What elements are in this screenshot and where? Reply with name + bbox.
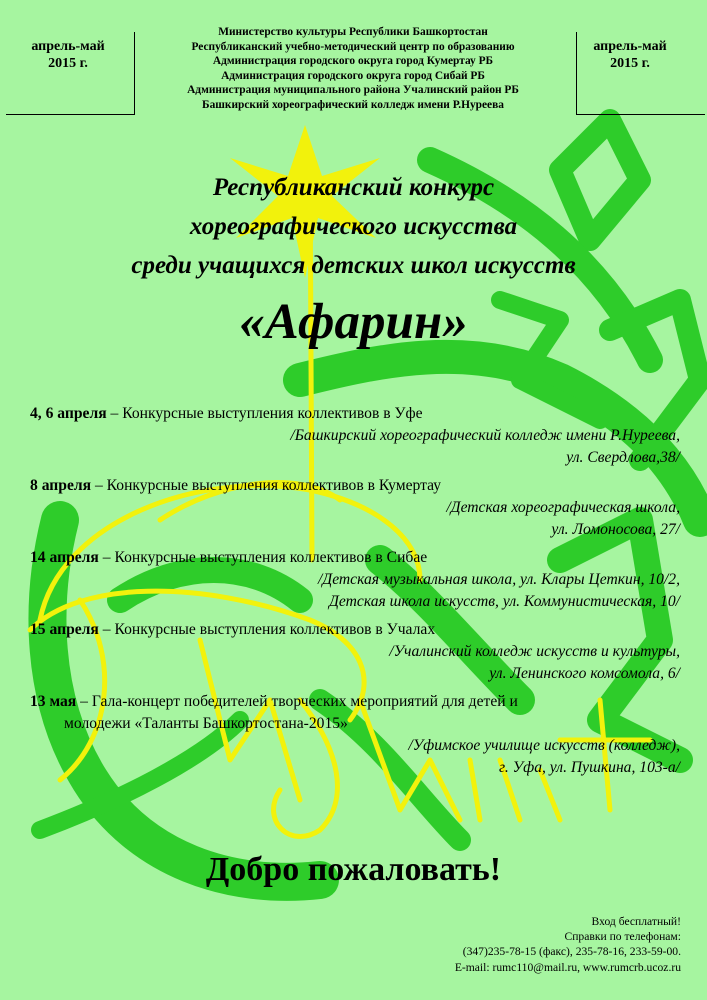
organizer-line: Министерство культуры Республики Башкортостан — [218, 26, 488, 38]
organizer-line: Республиканский учебно-методический центр по образованию — [191, 40, 515, 53]
event-item — [30, 403, 680, 469]
event-venue: /Башкирский хореографический колледж имени Р.Нуреева, — [290, 427, 680, 444]
event-venue: /Детская музыкальная школа, ул. Клары Цеткин, 10/2, — [317, 571, 680, 588]
events-schedule — [30, 403, 680, 785]
event-venue: ул. Ленинского комсомола, 6/ — [489, 665, 680, 682]
organizers-list — [140, 25, 566, 112]
organizer-line: Башкирский хореографический колледж имени Р.Нуреева — [202, 98, 504, 111]
event-venue: ул. Свердлова,38/ — [566, 449, 680, 466]
event-date: 8 апреля — [30, 477, 92, 494]
event-venue: /Детская хореографическая школа, — [446, 499, 680, 516]
event-venue: Детская школа искусств, ул. Коммунистическая, 10/ — [329, 593, 680, 610]
organizer-line: Администрация городского округа город Кумертау РБ — [212, 55, 494, 67]
contact-line: Справки по телефонам: — [564, 930, 681, 944]
contact-line: Вход бесплатный! — [591, 915, 681, 928]
event-text: – Гала-концерт победителей творческих мероприятий для детей и — [76, 693, 518, 710]
event-text: – Конкурсные выступления коллективов в Уфе — [106, 405, 423, 422]
event-text: – Конкурсные выступления коллективов в Кумертау — [91, 477, 442, 494]
event-venue: /Учалинский колледж искусств и культуры, — [389, 643, 680, 660]
event-item — [30, 547, 680, 613]
competition-title: Республиканский конкурс хореографического искусства среди учащихся детских школ искусств — [131, 174, 576, 279]
event-item — [30, 475, 680, 541]
event-date: 14 апреля — [30, 549, 99, 566]
event-venue: /Уфимское училище искусств (колледж), — [408, 737, 680, 754]
event-text: – Конкурсные выступления коллективов в Учалах — [98, 621, 436, 638]
contact-info — [340, 914, 681, 975]
date-left: апрель-май 2015 г. — [31, 39, 105, 71]
organizer-line: Администрация городского округа город Сибай РБ — [221, 69, 485, 82]
welcome-heading: Добро пожаловать! — [205, 851, 502, 888]
event-text-continued: молодежи «Таланты Башкортостана-2015» — [64, 715, 348, 732]
event-text: – Конкурсные выступления коллективов в Сибае — [98, 549, 428, 566]
event-venue: г. Уфа, ул. Пушкина, 103-а/ — [498, 759, 680, 776]
event-venue: ул. Ломоносова, 27/ — [551, 521, 680, 538]
event-date: 13 мая — [30, 693, 77, 710]
date-right: апрель-май 2015 г. — [593, 39, 667, 71]
organizer-line: Администрация муниципального района Учалинский район РБ — [187, 84, 519, 96]
contact-line: (347)235-78-15 (факс), 235-78-16, 233-59-00. — [462, 945, 681, 959]
event-date: 4, 6 апреля — [30, 405, 107, 422]
event-item — [30, 619, 680, 685]
event-item — [30, 691, 680, 779]
competition-name: «Афарин» — [239, 294, 468, 350]
event-date: 15 апреля — [30, 621, 99, 638]
contact-line: E-mail: rumc110@mail.ru, www.rumcrb.ucoz.ru — [454, 960, 681, 974]
